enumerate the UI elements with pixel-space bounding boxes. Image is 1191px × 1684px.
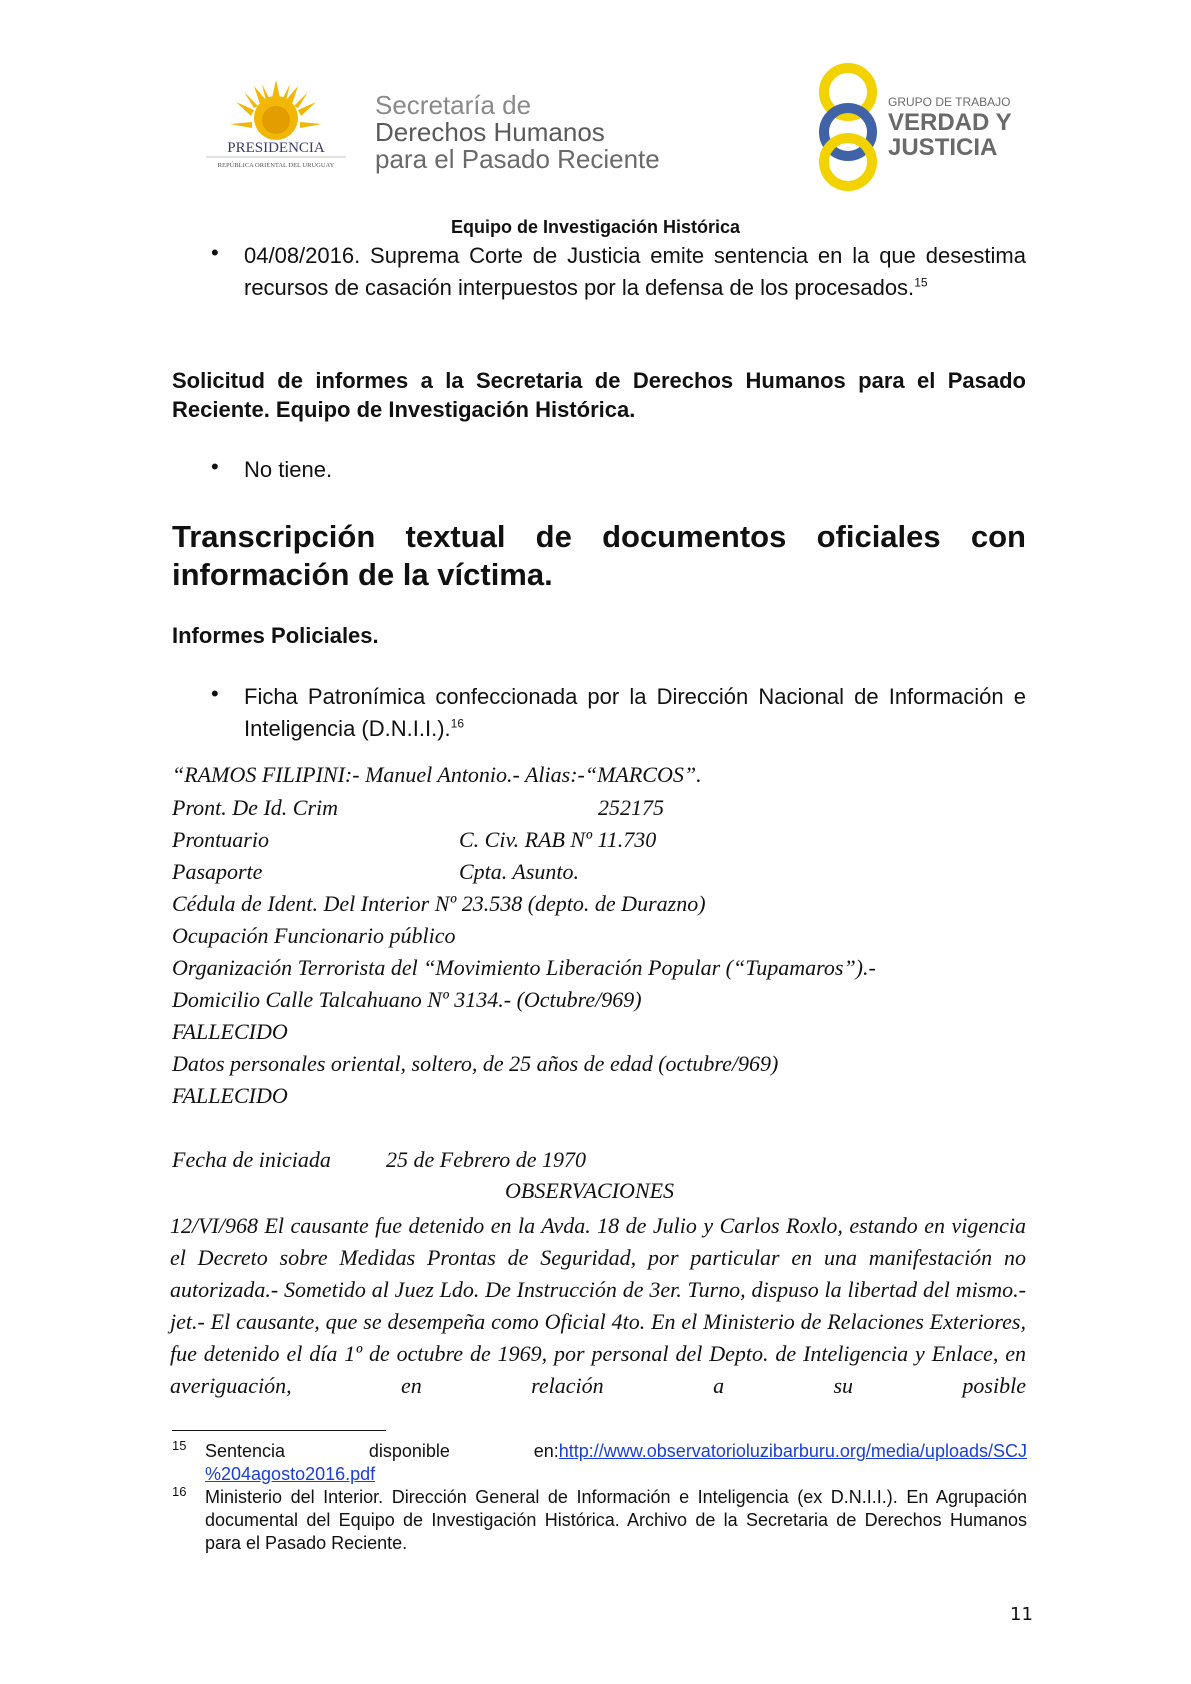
equipo-heading: Equipo de Investigación Histórica [450,217,741,237]
footnote-15-lead: Sentencia [205,1441,286,1461]
record-ocupacion: Ocupación Funcionario público [172,923,456,948]
record-prontuario-label: Prontuario [172,827,269,852]
bullet-dot: • [211,454,219,479]
record-name-line: “RAMOS FILIPINI:- Manuel Antonio.- Alias:-“MARCOS”. [172,762,702,787]
gtvj-line-3: JUSTICIA [888,134,998,161]
sec-line-2: Derechos Humanos [375,117,605,147]
record-datos: Datos personales oriental, soltero, de 25 años de edad (octubre/969) [172,1051,779,1076]
bullet-dot: • [211,681,219,706]
solicitud-heading: Solicitud de informes a la Secretaria de Derechos Humanos para el Pasado Reciente. Equipo de Investigación Histórica. [172,368,1026,422]
record-pasaporte-label: Pasaporte [172,859,263,884]
footnote-16: Ministerio del Interior. Dirección General de Información e Inteligencia (ex D.N.I.I.). En Agrupación documental del Equipo de Investigación Histórica. Archivo de la Secretaria de Derechos Humanos para el Pasado Reciente. [205,1487,1027,1553]
bullet-sentencia [244,240,1026,304]
record-fecha-label: Fecha de iniciada [172,1147,331,1172]
footnote-15-link[interactable]: http://www.observatorioluzibarburu.org/media/uploads/SCJ [558,1441,1027,1461]
bullet-dot: • [211,240,219,265]
sec-line-3: para el Pasado Reciente [375,144,660,174]
gtvj-line-1: GRUPO DE TRABAJO [888,95,1011,109]
record-observaciones-text: 12/VI/968 El causante fue detenido en la Avda. 18 de Julio y Carlos Roxlo, estando en vigencia el Decreto sobre Medidas Prontas de Seguridad, por particular en una manifestación no autorizada.- Sometido al Juez Ldo. De Instrucción de 3er. Turno, dispuso la libertad del mismo.-jet.- El causante, que se desempeña como Oficial 4to. En el Ministerio de Relaciones Exteriores, fue detenido el día 1º de octubre de 1969, por personal del Depto. de Inteligencia y Enlace, en averiguación, en relación a su posible [170,1213,1026,1398]
record-pront-value: 252175 [598,795,664,820]
transcripcion-heading: Transcripción textual de documentos oficiales con información de la víctima. [172,519,1026,592]
sec-line-1: Secretaría de [375,90,532,120]
verdad-justicia-logo [808,62,1038,192]
record-cedula: Cédula de Ident. Del Interior Nº 23.538 (depto. de Durazno) [172,891,706,916]
record-prontuario-value: C. Civ. RAB Nº 11.730 [459,827,657,852]
footnote-15-number: 15 [172,1438,187,1453]
record-fallecido-2: FALLECIDO [172,1083,288,1108]
record-pasaporte-value: Cpta. Asunto. [459,859,580,884]
sun-icon [196,80,356,180]
presidencia-logo [196,80,356,180]
gtvj-line-2: VERDAD Y [888,109,1012,136]
secretaria-title [375,92,660,173]
bullet-ficha [244,681,1026,745]
page-number: 11 [1010,1604,1033,1625]
record-domicilio: Domicilio Calle Talcahuano Nº 3134.- (Octubre/969) [172,987,642,1012]
footnote-ref-15[interactable]: 15 [914,275,928,290]
footnote-ref-16[interactable]: 16 [450,716,464,731]
record-pront-label: Pront. De Id. Crim [172,795,339,820]
footnote-15-pre: en: [533,1441,559,1461]
presidencia-label: PRESIDENCIA [227,140,325,156]
footnote-15-link-cont[interactable]: %204agosto2016.pdf [205,1464,376,1484]
record-observaciones-title: OBSERVACIONES [505,1178,675,1203]
record-fecha-value: 25 de Febrero de 1970 [386,1147,586,1172]
informes-heading: Informes Policiales. [172,623,379,648]
record-fallecido-1: FALLECIDO [172,1019,288,1044]
footnote-15 [205,1440,1027,1486]
record-organizacion: Organización Terrorista del “Movimiento Liberación Popular (“Tupamaros”).- [172,955,876,980]
footnote-16-number: 16 [172,1484,187,1499]
footnote-15-mid: disponible [368,1441,450,1461]
bullet-ficha-text: Ficha Patronímica confeccionada por la Dirección Nacional de Información e Inteligencia (D.N.I.I.). [244,684,1026,741]
presidencia-sub: REPÚBLICA ORIENTAL DEL URUGUAY [217,162,335,169]
linked-rings-icon [808,62,1038,192]
bullet-sentencia-text: 04/08/2016. Suprema Corte de Justicia emite sentencia en la que desestima recursos de casación interpuestos por la defensa de los procesados. [244,243,1026,300]
bullet-no-tiene: No tiene. [244,457,333,482]
footnote-divider [172,1430,386,1431]
